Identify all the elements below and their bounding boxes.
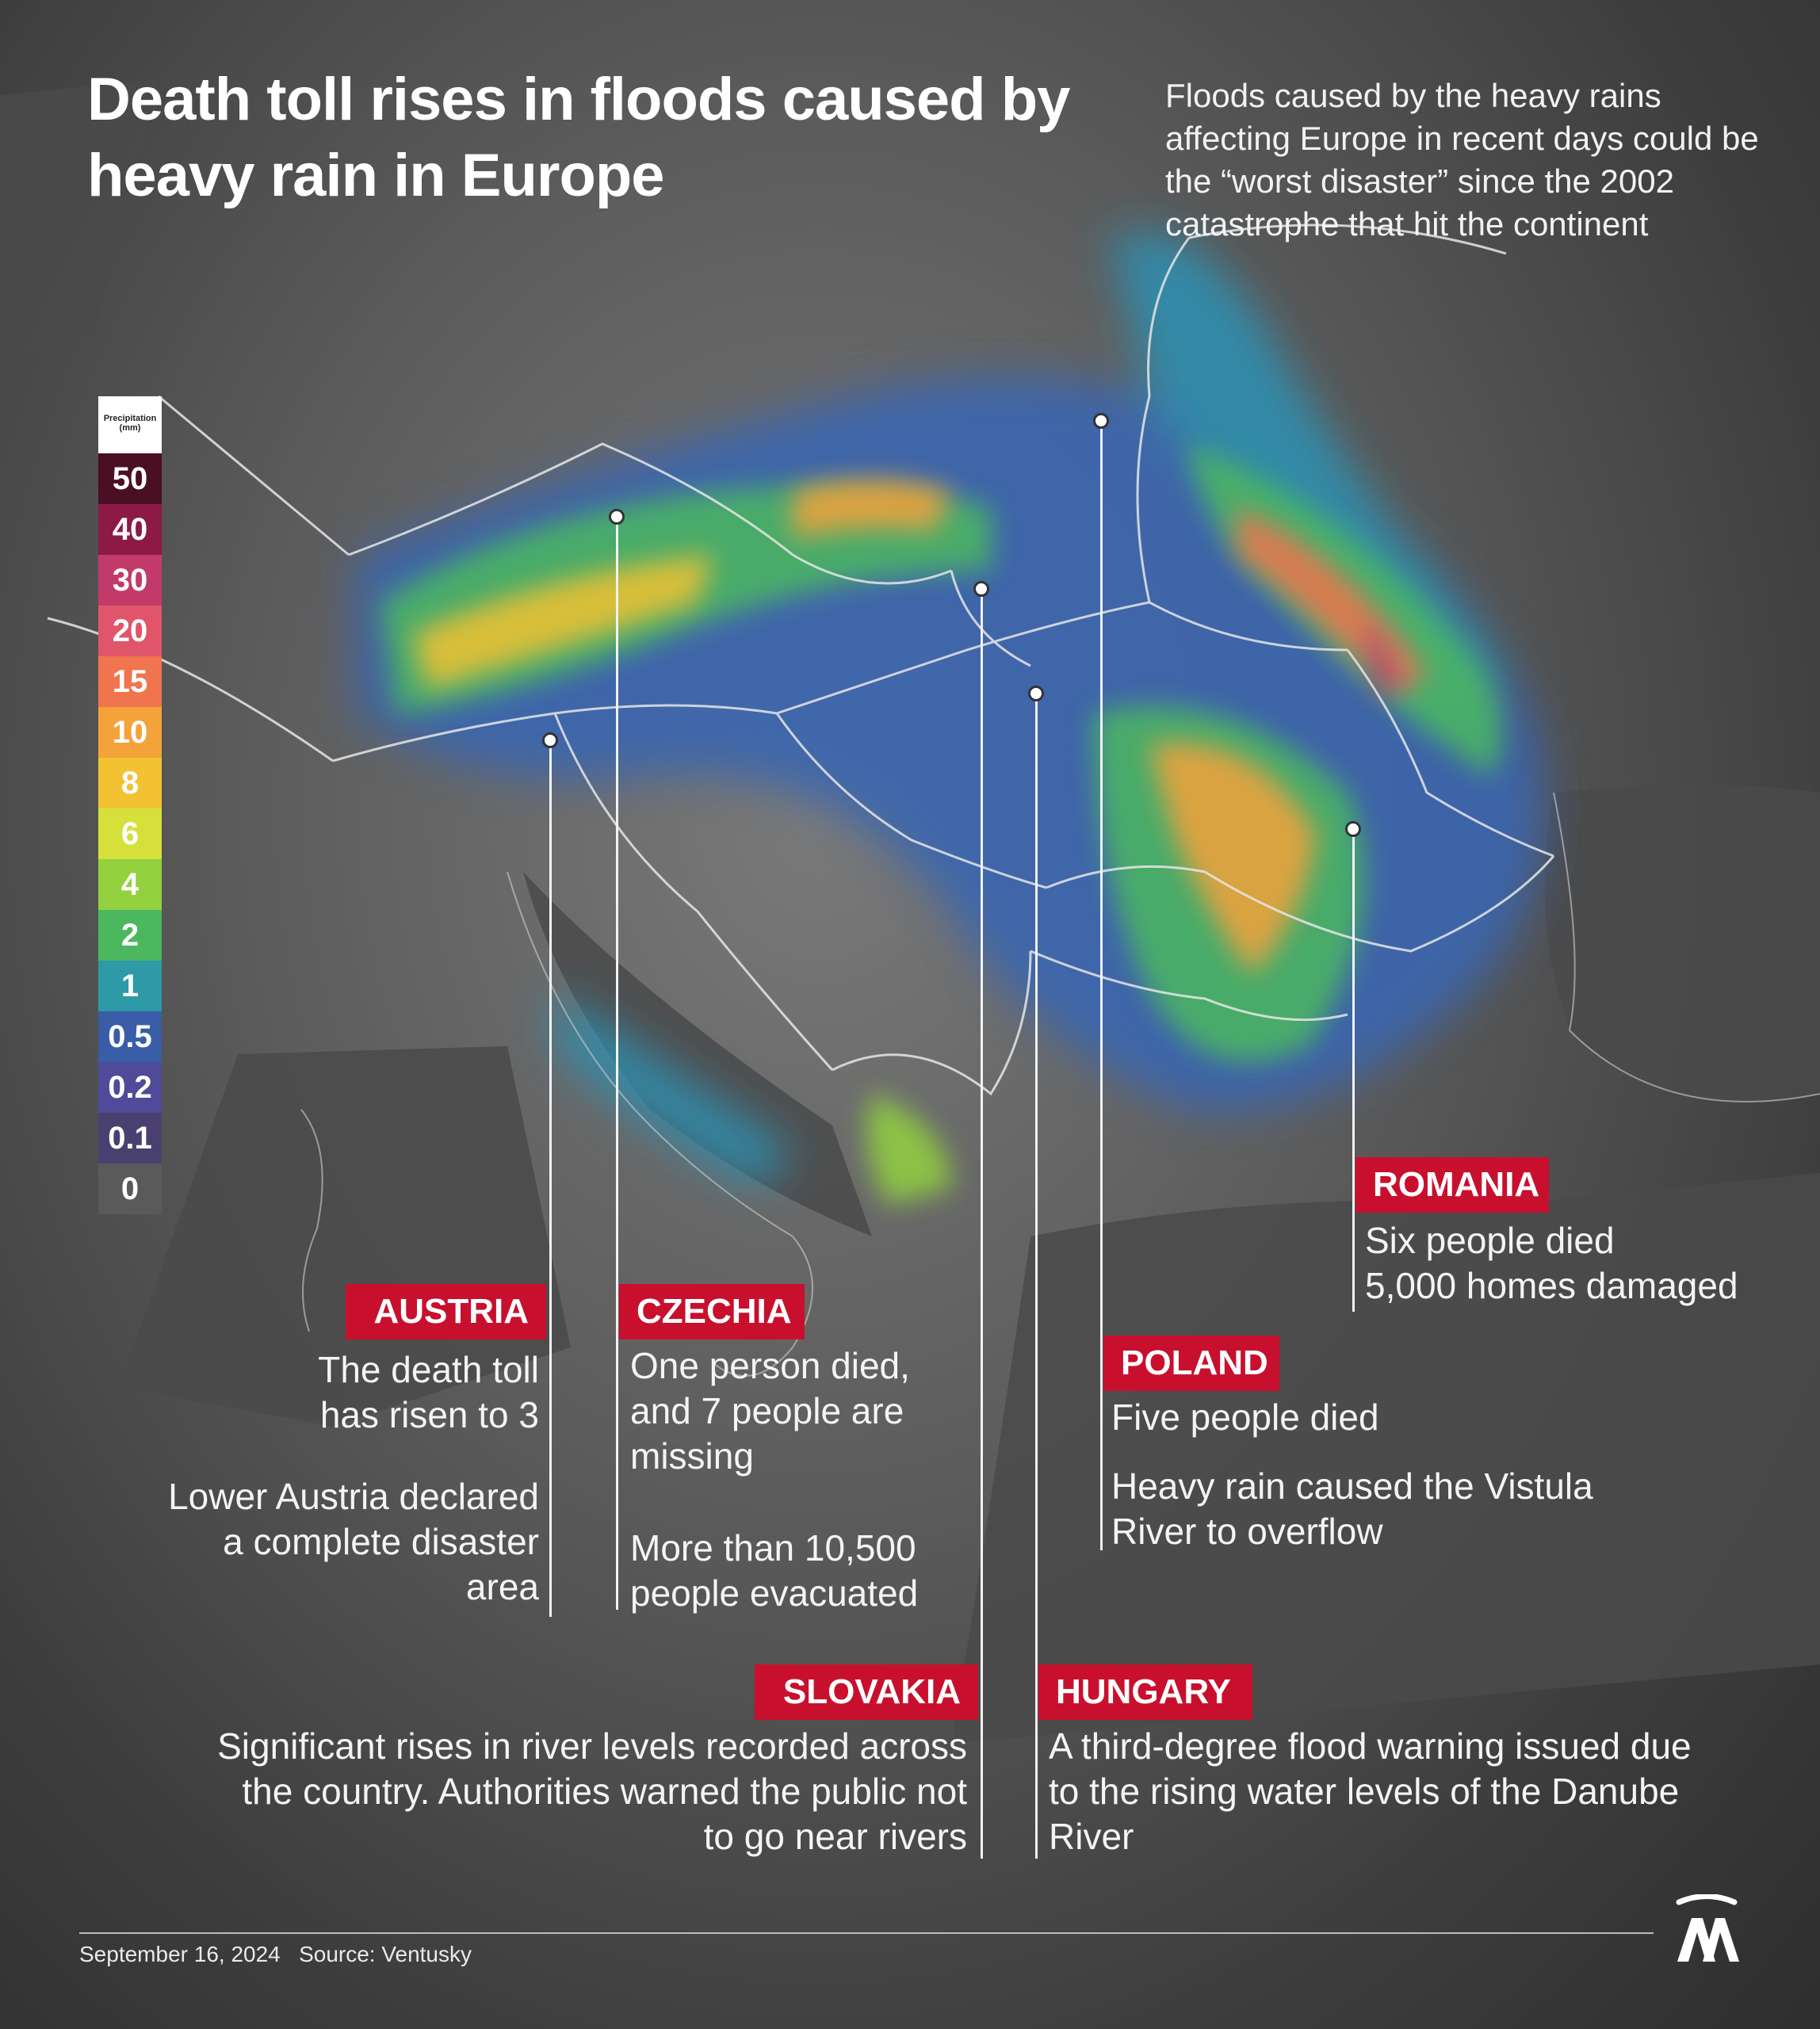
romania-label: ROMANIA <box>1355 1157 1549 1213</box>
poland-text-1: Five people died <box>1111 1397 1379 1438</box>
page-title: Death toll rises in floods caused by heavy rain in Europe <box>87 66 1070 209</box>
hungary-marker <box>1028 686 1044 701</box>
romania-leader <box>1352 828 1355 1312</box>
legend-swatch: 0.1 <box>98 1113 162 1164</box>
poland-label: POLAND <box>1103 1335 1279 1391</box>
footer-source: Source: Ventusky <box>299 1942 472 1966</box>
slovakia-text: Significant rises in river levels recorded across the country. Authorities warned the public not to go near rivers <box>217 1725 967 1857</box>
poland-text-2: Heavy rain caused the Vistula River to overflow <box>1111 1465 1593 1552</box>
intro-text: Floods caused by the heavy rains affecting Europe in recent days could be the “worst disaster” since the 2002 catastrophe that hit the continent <box>1165 77 1759 243</box>
legend-swatch: 0.5 <box>98 1011 162 1062</box>
footer <box>79 1942 472 1967</box>
czechia-marker <box>609 509 625 525</box>
hungary-label: HUNGARY <box>1038 1664 1252 1720</box>
hungary-text: A third-degree flood warning issued due to the rising water levels of the Danube River <box>1049 1725 1692 1857</box>
hungary-leader <box>1035 693 1038 1859</box>
legend-swatch: 15 <box>98 656 162 707</box>
legend-swatch: 6 <box>98 808 162 859</box>
austria-marker <box>542 732 558 748</box>
austria-leader <box>549 739 552 1617</box>
aa-logo-icon <box>1671 1894 1742 1966</box>
legend-swatch: 1 <box>98 961 162 1011</box>
rain-bands <box>357 231 1544 1205</box>
footer-divider <box>79 1932 1654 1934</box>
czechia-text-2: More than 10,500 people evacuated <box>630 1527 919 1614</box>
legend-swatch: 0 <box>98 1164 162 1214</box>
austria-text-2: Lower Austria declared a complete disaster area <box>168 1476 539 1607</box>
legend-heading: Precipitation (mm) <box>98 396 162 453</box>
legend-swatch: 2 <box>98 910 162 961</box>
legend-swatch: 30 <box>98 555 162 606</box>
slovakia-leader <box>981 588 983 1859</box>
romania-text-2: 5,000 homes damaged <box>1365 1265 1738 1306</box>
legend-swatch: 50 <box>98 453 162 504</box>
austria-label: AUSTRIA <box>346 1284 546 1339</box>
legend-swatch: 4 <box>98 859 162 910</box>
precipitation-legend <box>98 396 162 1214</box>
legend-swatch: 0.2 <box>98 1062 162 1113</box>
austria-text-1: The death toll has risen to 3 <box>318 1349 539 1435</box>
slovakia-label: SLOVAKIA <box>755 1664 978 1720</box>
czechia-label: CZECHIA <box>619 1284 805 1339</box>
legend-swatch: 10 <box>98 707 162 758</box>
poland-leader <box>1100 420 1103 1550</box>
romania-marker <box>1345 821 1361 837</box>
legend-swatch: 20 <box>98 606 162 656</box>
czechia-text-1: One person died, and 7 people are missing <box>630 1345 910 1477</box>
legend-swatch: 40 <box>98 504 162 555</box>
romania-text-1: Six people died <box>1365 1220 1615 1261</box>
czechia-leader <box>616 516 618 1610</box>
legend-swatch: 8 <box>98 758 162 808</box>
slovakia-marker <box>973 581 989 597</box>
poland-marker <box>1093 413 1109 429</box>
footer-date: September 16, 2024 <box>79 1942 281 1966</box>
